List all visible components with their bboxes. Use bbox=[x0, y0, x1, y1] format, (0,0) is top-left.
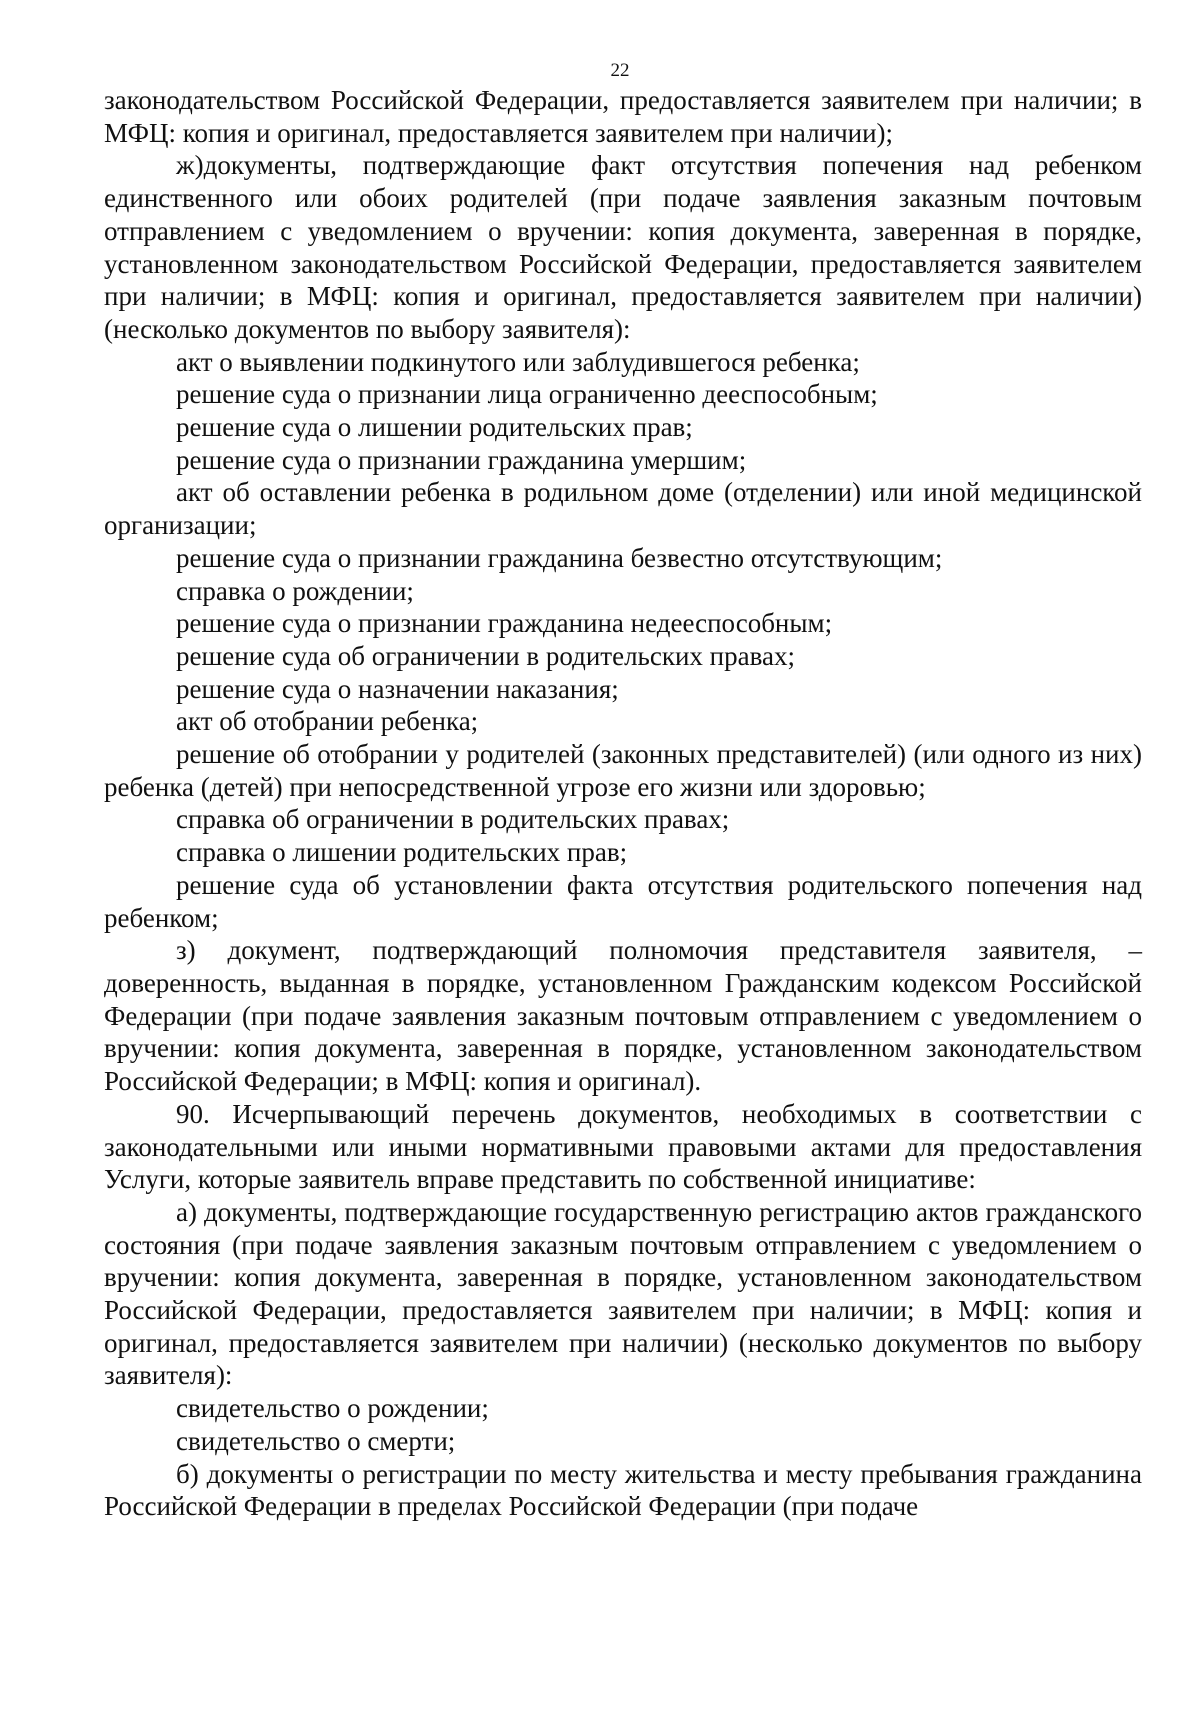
list-item: свидетельство о рождении; bbox=[176, 1393, 489, 1424]
list-item: решение суда об установлении факта отсутствия родительского попечения над ребенком; bbox=[104, 869, 1142, 933]
list-item: решение суда об ограничении в родительских правах; bbox=[176, 640, 795, 671]
paragraph: б) документы о регистрации по месту жительства и месту пребывания гражданина Российской Федерации в пределах Российской Федерации (при подаче bbox=[104, 1458, 1142, 1522]
paragraph: а) документы, подтверждающие государственную регистрацию актов гражданского состояния (при подаче заявления заказным почтовым отправлением с уведомлением о вручении: копия документа, заверенная в порядке, установленном законодательством Российской Федерации, предоставляется заявителем при наличии; в МФЦ: копия и оригинал, предоставляется заявителем при наличии) (несколько документов по выбору заявителя): bbox=[104, 1196, 1142, 1391]
list-item: свидетельство о смерти; bbox=[176, 1425, 456, 1456]
list-item: решение суда о признании гражданина умершим; bbox=[176, 444, 747, 475]
page-number: 22 bbox=[610, 60, 630, 81]
list-item: справка о лишении родительских прав; bbox=[176, 837, 628, 868]
list-item: акт об отобрании ребенка; bbox=[176, 706, 479, 737]
paragraph: ж)документы, подтверждающие факт отсутствия попечения над ребенком единственного или обоих родителей (при подаче заявления заказным почтовым отправлением с уведомлением о вручении: копия документа, заверенная в порядке, установленном законодательством Российской Федерации, предоставляется заявителем при наличии; в МФЦ: копия и оригинал, предоставляется заявителем при наличии) (несколько документов по выбору заявителя): bbox=[104, 150, 1142, 344]
list-item: справка об ограничении в родительских правах; bbox=[176, 804, 730, 835]
list-item: справка о рождении; bbox=[176, 575, 414, 606]
list-item: решение суда о признании лица ограниченно дееспособным; bbox=[176, 379, 878, 410]
list-item: решение суда о назначении наказания; bbox=[176, 673, 619, 704]
paragraph: 90. Исчерпывающий перечень документов, необходимых в соответствии с законодательными или иными нормативными правовыми актами для предоставления Услуги, которые заявитель вправе представить по собственной инициативе: bbox=[104, 1098, 1142, 1195]
list-item: решение суда о признании гражданина безвестно отсутствующим; bbox=[176, 542, 943, 573]
document-body bbox=[104, 84, 1142, 1523]
list-item: акт об оставлении ребенка в родильном доме (отделении) или иной медицинской организации; bbox=[104, 477, 1142, 541]
list-item: акт о выявлении подкинутого или заблудившегося ребенка; bbox=[176, 346, 860, 377]
list-item: решение суда о лишении родительских прав; bbox=[176, 412, 693, 443]
list-item: решение суда о признании гражданина недееспособным; bbox=[176, 608, 833, 639]
list-item: решение об отобрании у родителей (законных представителей) (или одного из них) ребенка (детей) при непосредственной угрозе его жизни или здоровью; bbox=[104, 739, 1142, 802]
paragraph: законодательством Российской Федерации, предоставляется заявителем при наличии; в МФЦ: копия и оригинал, предоставляется заявителем при наличии); bbox=[104, 85, 1142, 148]
paragraph: з) документ, подтверждающий полномочия представителя заявителя, – доверенность, выданная в порядке, установленном Гражданским кодексом Российской Федерации (при подаче заявления заказным почтовым отправлением с уведомлением о вручении: копия документа, заверенная в порядке, установленном законодательством Российской Федерации; в МФЦ: копия и оригинал). bbox=[104, 935, 1142, 1097]
